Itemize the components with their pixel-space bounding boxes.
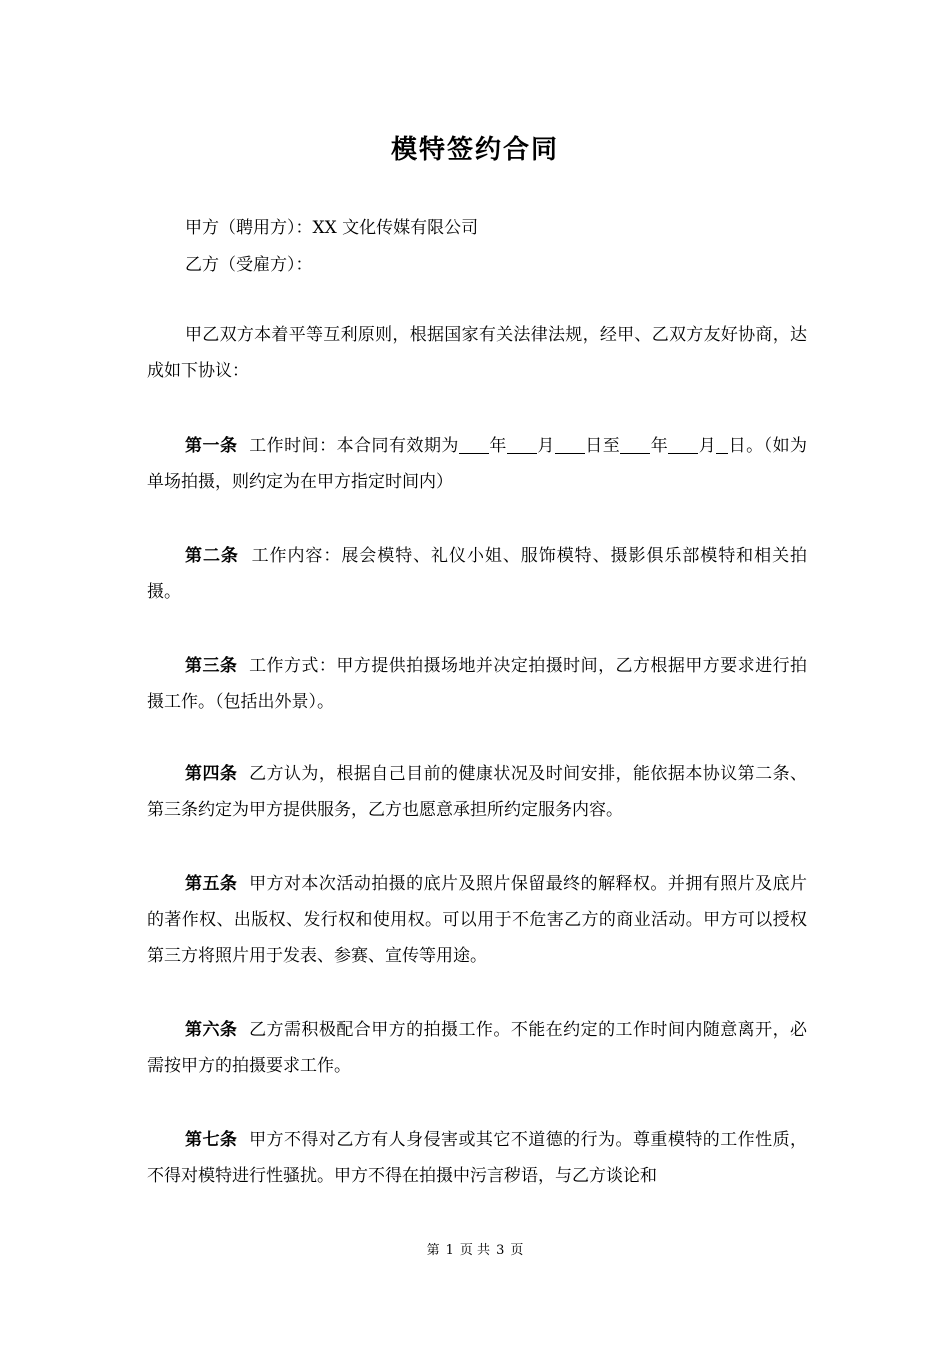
article-label: 第二条 — [185, 546, 239, 566]
party-a-line: 甲方（聘用方）：XX 文化传媒有限公司 — [185, 218, 479, 238]
footer-page-suffix: 页 — [510, 1243, 524, 1258]
blank-field — [668, 435, 698, 454]
blank-field — [555, 435, 585, 454]
article-text: 工作时间：本合同有效期为 — [249, 436, 459, 456]
blank-field — [507, 435, 537, 454]
footer-total-pages: 3 — [496, 1243, 505, 1258]
article-label: 第七条 — [185, 1130, 238, 1150]
article-2 — [147, 538, 807, 610]
page-footer — [0, 1241, 950, 1261]
article-3 — [147, 648, 807, 720]
article-text: 甲方对本次活动拍摄的底片及照片保留最终的解释权。并拥有照片及底片的著作权、出版权、发行权和使用权。可以用于不危害乙方的商业活动。甲方可以授权第三方将照片用于发表、参赛、宣传等用途。 — [147, 874, 808, 966]
article-text: 乙方需积极配合甲方的拍摄工作。不能在约定的工作时间内随意离开，必需按甲方的拍摄要求工作。 — [147, 1020, 808, 1076]
article-7 — [147, 1122, 807, 1194]
article-5 — [147, 866, 807, 974]
footer-page-prefix: 第 — [426, 1243, 440, 1258]
article-text: 工作内容：展会模特、礼仪小姐、服饰模特、摄影俱乐部模特和相关拍摄。 — [147, 546, 808, 602]
article-label: 第五条 — [185, 874, 238, 894]
article-6 — [147, 1012, 807, 1084]
article-text: 日至 — [584, 436, 621, 456]
article-text: 年 — [650, 436, 669, 456]
article-label: 第四条 — [185, 764, 238, 784]
document-title: 模特签约合同 — [390, 135, 559, 165]
article-label: 第一条 — [185, 436, 238, 456]
article-text: 乙方认为，根据自己目前的健康状况及时间安排，能依据本协议第二条、第三条约定为甲方提供服务，乙方也愿意承担所约定服务内容。 — [147, 764, 808, 820]
article-label: 第三条 — [185, 656, 238, 676]
blank-field — [716, 435, 728, 454]
article-1 — [147, 428, 807, 500]
article-label: 第六条 — [185, 1020, 238, 1040]
party-b-line: 乙方（受雇方）： — [185, 255, 313, 275]
footer-page-number: 1 — [445, 1243, 454, 1258]
article-4 — [147, 756, 807, 828]
preamble-paragraph: 甲乙双方本着平等互利原则，根据国家有关法律法规，经甲、乙双方友好协商，达成如下协议： — [147, 325, 807, 381]
article-text: 甲方不得对乙方有人身侵害或其它不道德的行为。尊重模特的工作性质，不得对模特进行性骚扰。甲方不得在拍摄中污言秽语，与乙方谈论和 — [147, 1130, 808, 1186]
article-text: 日。（如为单场拍摄，则约定为在甲方指定时间内） — [147, 436, 808, 492]
blank-field — [620, 435, 650, 454]
footer-page-mid: 页 共 — [459, 1243, 491, 1258]
article-text: 月 — [536, 436, 555, 456]
article-text: 年 — [488, 436, 507, 456]
article-text: 月 — [698, 436, 717, 456]
blank-field — [459, 435, 489, 454]
article-text: 工作方式：甲方提供拍摄场地并决定拍摄时间，乙方根据甲方要求进行拍摄工作。（包括出外景）。 — [147, 656, 808, 712]
